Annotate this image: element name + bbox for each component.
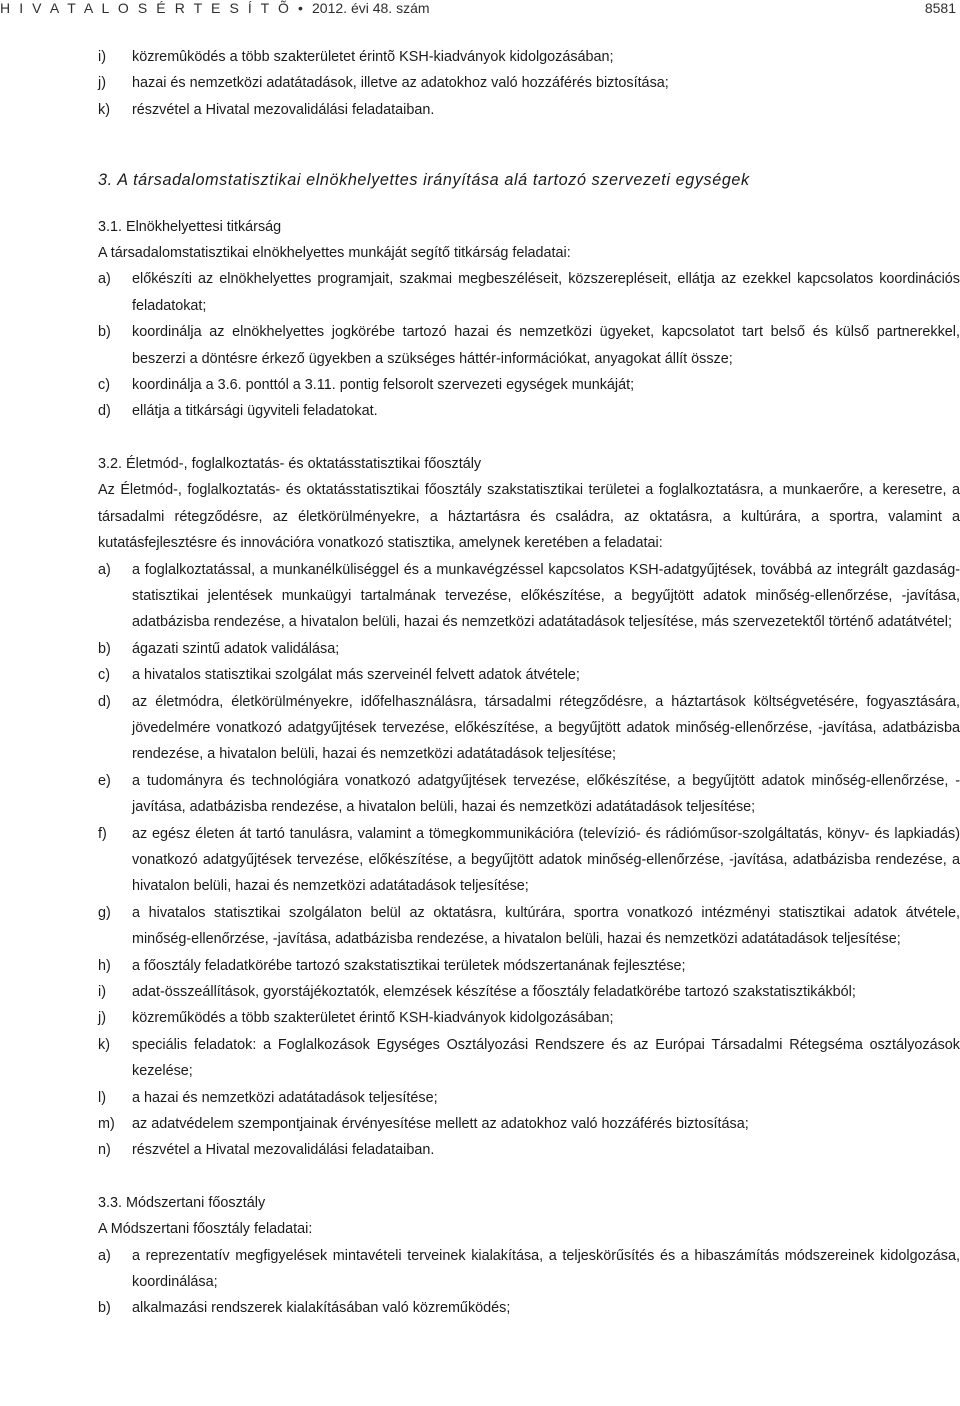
list-item-label: b)	[98, 324, 111, 341]
list-item-label: c)	[98, 377, 110, 394]
list-item	[98, 319, 960, 372]
list-item-label: a)	[98, 271, 111, 288]
list-item-text: adat-összeállítások, gyorstájékoztatók, elemzések készítése a főosztály feladatkörébe tartozó szakstatisztikákból;	[132, 984, 856, 1000]
list-item	[98, 1111, 960, 1137]
subsection-intro: A Módszertani főosztály feladatai:	[98, 1221, 313, 1238]
list-item	[98, 689, 960, 768]
list-item-label: m)	[98, 1116, 115, 1133]
list-item-text: közremûködés a több szakterületet érintõ KSH-kiadványok kidolgozásában;	[132, 49, 614, 65]
list-item-label: i)	[98, 49, 106, 65]
list-item-text: a reprezentatív megfigyelések mintavételi terveinek kialakítása, a teljeskörűsítés és a hibaszámítás módszereinek kidolgozása, koordinálása;	[132, 1247, 960, 1291]
list-item-label: b)	[98, 640, 111, 657]
issue-number: 2012. évi 48. szám	[312, 0, 430, 16]
list-item-label: i)	[98, 984, 106, 1000]
separator-bullet: •	[298, 0, 306, 16]
list-item-text: részvétel a Hivatal mezovalidálási feladataiban.	[132, 101, 435, 118]
list-item-text: a hazai és nemzetközi adatátadások teljesítése;	[132, 1089, 438, 1106]
list-item	[98, 1243, 960, 1296]
list-item-text: az életmódra, életkörülményekre, időfelhasználásra, társadalmi rétegződésre, a háztartások költségvetésére, fogyasztására, jövedelmére vonatkozó adatgyűjtések tervezése, előkészítése, a begyűjtött adatok minőség-ellenőrzése, -javítása, adatbázisba rendezése, a hivatalon belüli, hazai és nemzetközi adatátadások teljesítése;	[132, 693, 960, 763]
list-item	[98, 1295, 960, 1321]
list-item-label: e)	[98, 772, 111, 789]
list-item-label: a)	[98, 561, 111, 578]
list-item	[98, 953, 960, 979]
list-item-label: k)	[98, 101, 110, 118]
list-item	[98, 662, 960, 688]
list-item	[98, 398, 960, 424]
list-item	[98, 372, 960, 398]
top-list	[98, 44, 960, 123]
list-item	[98, 44, 960, 70]
list-item	[98, 557, 960, 636]
task-list	[98, 557, 960, 1164]
list-item-label: f)	[98, 825, 107, 842]
list-item	[98, 979, 960, 1005]
list-item-label: a)	[98, 1247, 111, 1264]
list-item-text: közreműködés a több szakterületet érintő KSH-kiadványok kidolgozásában;	[132, 1010, 614, 1027]
list-item-text: koordinálja a 3.6. ponttól a 3.11. pontig felsorolt szervezeti egységek munkáját;	[132, 377, 635, 394]
journal-title: H I V A T A L O S É R T E S Í T Õ	[0, 0, 292, 16]
subsection-heading: 3.2. Életmód-, foglalkoztatás- és oktatásstatisztikai főosztály	[98, 455, 482, 472]
page-body	[98, 44, 960, 1322]
list-item	[98, 1085, 960, 1111]
list-item-text: az egész életen át tartó tanulásra, valamint a tömegkommunikációra (televízió- és rádióműsor-szolgáltatás, könyv- és lapkiadás) vonatkozó adatgyűjtések tervezése, előkészítése, a begyűjtött adatok minőség-ellenőrzése, -javítása, adatbázisba rendezése, a hivatalon belüli, hazai és nemzetközi adatátadások teljesítése;	[132, 825, 960, 895]
list-item-label: h)	[98, 957, 111, 974]
list-item-label: k)	[98, 1036, 110, 1053]
list-item	[98, 821, 960, 900]
list-item-text: a tudományra és technológiára vonatkozó adatgyűjtések tervezése, előkészítése, a begyűjtött adatok minőség-ellenőrzése, -javítása, adatbázisba rendezése, a hivatalon belüli, hazai és nemzetközi adatátadások teljesítése;	[132, 772, 960, 816]
list-item-text: a foglalkoztatással, a munkanélküliséggel és a munkavégzéssel kapcsolatos KSH-adatgyűjtések, továbbá az integrált gazdaság-statisztikai jelentések munkaügyi tartalmának tervezése, előkészítése, a begyűjtött adatok minőség-ellenőrzése, -javítása, adatbázisba rendezése, a hivatalon belüli, hazai és nemzetközi adatátadások teljesítése, más szervezetektől történő adatátvétel;	[132, 561, 960, 631]
list-item	[98, 1005, 960, 1031]
list-item	[98, 900, 960, 953]
task-list	[98, 266, 960, 424]
list-item-text: a főosztály feladatkörébe tartozó szakstatisztikai területek módszertanának fejlesztése;	[132, 957, 686, 974]
running-header	[0, 0, 960, 20]
list-item	[98, 266, 960, 319]
list-item-label: d)	[98, 693, 111, 710]
list-item-label: j)	[98, 75, 106, 92]
list-item	[98, 636, 960, 662]
task-list	[98, 1243, 960, 1322]
list-item-label: j)	[98, 1010, 106, 1027]
list-item-label: g)	[98, 904, 111, 921]
list-item-text: az adatvédelem szempontjainak érvényesítése mellett az adatokhoz való hozzáférés biztosítása;	[132, 1116, 749, 1133]
subsection-heading: 3.3. Módszertani főosztály	[98, 1194, 266, 1211]
running-title-line	[0, 0, 430, 16]
list-item-text: részvétel a Hivatal mezovalidálási feladataiban.	[132, 1142, 435, 1159]
list-item	[98, 1032, 960, 1085]
list-item-text: előkészíti az elnökhelyettes programjait, szakmai megbeszéléseit, közszerepléseit, ellátja az ezekkel kapcsolatos koordinációs feladatokat;	[132, 271, 960, 314]
list-item	[98, 768, 960, 821]
list-item-text: a hivatalos statisztikai szolgálat más szerveinél felvett adatok átvétele;	[132, 667, 580, 684]
list-item	[98, 97, 960, 123]
list-item-text: ágazati szintű adatok validálása;	[132, 640, 340, 657]
subsection-intro: A társadalomstatisztikai elnökhelyettes munkáját segítő titkárság feladatai:	[98, 245, 571, 262]
list-item	[98, 1137, 960, 1163]
list-item-text: hazai és nemzetközi adatátadások, illetve az adatokhoz való hozzáférés biztosítása;	[132, 75, 669, 92]
list-item-label: c)	[98, 667, 110, 684]
list-item	[98, 70, 960, 96]
page-number: 8581	[924, 0, 956, 16]
subsection-heading: 3.1. Elnökhelyettesi titkárság	[98, 218, 282, 235]
list-item-label: d)	[98, 403, 111, 420]
list-item-text: alkalmazási rendszerek kialakításában való közreműködés;	[132, 1300, 511, 1317]
list-item-label: n)	[98, 1142, 111, 1159]
subsection-intro: Az Életmód-, foglalkoztatás- és oktatásstatisztikai főosztály szakstatisztikai területei a foglalkoztatásra, a munkaerőre, a keresetre, a társadalmi rétegződésre, az életkörülményekre, a háztartásra és családra, az oktatásra, a kultúrára, a sportra, valamint a kutatásfejlesztésre és innovációra vonatkozó statisztika, amelynek keretében a feladatai:	[98, 482, 960, 552]
list-item-text: ellátja a titkársági ügyviteli feladatokat.	[132, 403, 378, 420]
list-item-label: b)	[98, 1300, 111, 1317]
list-item-label: l)	[98, 1089, 106, 1106]
list-item-text: koordinálja az elnökhelyettes jogkörébe tartozó hazai és nemzetközi ügyeket, kapcsolatot tart belső és külső partnerekkel, beszerzi a döntésre érkező ügyekben a szükséges háttér-információkat, anyagokat állít össze;	[132, 324, 960, 367]
list-item-text: speciális feladatok: a Foglalkozások Egységes Osztályozási Rendszere és az Európai Társadalmi Rétegséma osztályozások kezelése;	[132, 1036, 960, 1080]
section-heading: 3. A társadalomstatisztikai elnökhelyettes irányítása alá tartozó szervezeti egységek	[98, 171, 750, 190]
list-item-text: a hivatalos statisztikai szolgálaton belül az oktatásra, kultúrára, sportra vonatkozó intézményi statisztikai adatok átvétele, minőség-ellenőrzése, -javítása, adatbázisba rendezése, a hivatalon belüli, hazai és nemzetközi adatátadások teljesítése;	[132, 904, 960, 948]
